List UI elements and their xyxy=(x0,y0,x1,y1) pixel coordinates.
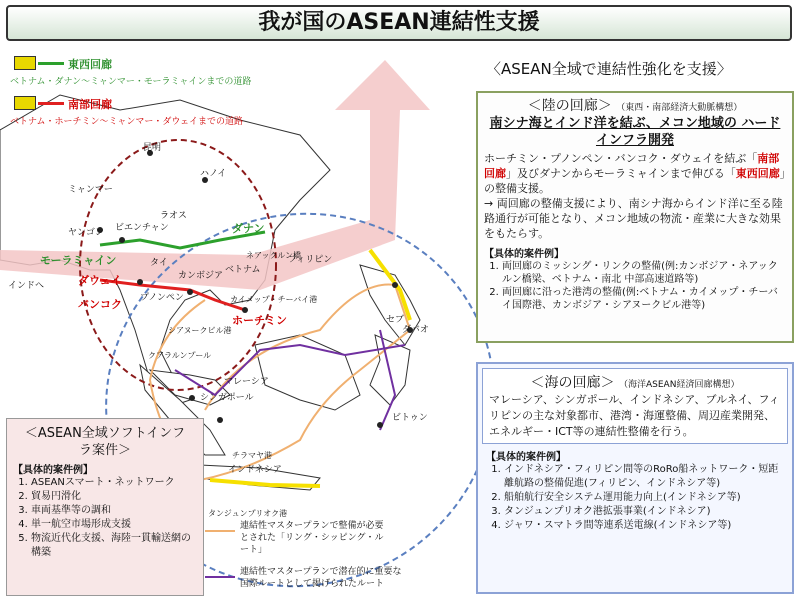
soft-cases-list xyxy=(13,476,197,560)
soft-cases-heading: 【具体的案件例】 xyxy=(13,465,93,476)
orange-route-legend: 連結性マスタープランで整備が必要とされた「リング・シッピング・ルート」 xyxy=(240,521,384,555)
purple-route-swatch xyxy=(205,576,235,578)
land-body-east: 東西回廊 xyxy=(735,167,780,180)
map-label-hanoi: ハノイ xyxy=(200,169,227,179)
map-label-bitung: ビトゥン xyxy=(392,413,428,423)
land-cases-heading: 【具体的案件例】 xyxy=(484,249,564,260)
map-label-singapore: シンガポール xyxy=(200,393,254,403)
orange-route-swatch xyxy=(205,530,235,532)
map-label-vietnam: ベトナム xyxy=(225,265,261,275)
map-label-danang: ダナン xyxy=(232,222,265,235)
list-item: 2. 船舶航行安全システム運用能力向上(インドネシア等) xyxy=(504,491,784,505)
sea-body: マレーシア、シンガポール、インドネシア、ブルネイ、フィリピンの主な対象都市、港湾・海運整備、周辺産業開発、エネルギー・ICT等の連結性整備を行う。 xyxy=(489,393,780,438)
map-label-cebu: セブ xyxy=(386,315,405,325)
map-label-davao: ダバオ xyxy=(402,325,429,335)
map-label-hochiminh: ホーチミン xyxy=(232,314,287,327)
map-label-malaysia: マレーシア xyxy=(224,377,269,387)
list-item: 2. 貿易円滑化 xyxy=(31,490,197,504)
list-item: 3. 車両基準等の調和 xyxy=(31,504,197,518)
east-west-legend-route: ベトナム・ダナン～ミャンマー・モーラミャインまでの道路 xyxy=(10,77,252,87)
map-label-thailand: タイ xyxy=(150,258,168,268)
map-label-mawlamyine: モーラミャイン xyxy=(40,254,117,267)
sea-cases-list xyxy=(486,463,784,533)
truck-icon xyxy=(14,56,36,70)
map-label-sihanoukville: シアヌークビル港 xyxy=(168,326,232,335)
purple-route-legend: 連結性マスタープランで潜在的に重要な国際ルートとして掲げられたルート xyxy=(240,567,402,589)
land-corridor-box xyxy=(476,91,794,343)
land-heading: ＜陸の回廊＞ xyxy=(527,98,612,114)
land-subtitle: 南シナ海とインド洋を結ぶ、メコン地域の ハードインフラ開発 xyxy=(489,116,781,148)
land-body-1 xyxy=(484,151,786,196)
land-body-1a: ホーチミン・プノンペン・バンコク・ダウェイを結ぶ「 xyxy=(484,152,758,165)
list-item: 4. 単一航空市場形成支援 xyxy=(31,518,197,532)
map-label-neakluong: ネアックルン橋 xyxy=(246,251,301,260)
map-label-myanmar: ミャンマー xyxy=(68,185,113,195)
list-item: 2. 両回廊に沿った港湾の整備(例:ベトナム・カイメップ・チーバイ国際港、カンボジア・シアヌークビル港等) xyxy=(502,286,786,312)
south-swatch xyxy=(38,102,64,105)
list-item: 1. 両回廊のミッシング・リンクの整備(例:カンボジア・ネアックルン橋梁、ベトナム・南北 中部高速道路等) xyxy=(502,260,786,286)
south-legend-route: ベトナム・ホーチミン～ミャンマー・ダウェイまでの道路 xyxy=(10,117,244,127)
land-body-south: 南部回廊 xyxy=(484,152,780,180)
east-west-swatch xyxy=(38,62,64,65)
map-label-caimep: カイメップ・チーバイ港 xyxy=(230,295,318,304)
south-legend-label: 南部回廊 xyxy=(68,98,112,111)
map-label-yangon: ヤンゴン xyxy=(68,228,104,238)
list-item: 1. ASEANスマート・ネットワーク xyxy=(31,476,197,490)
map-label-india: インドへ xyxy=(8,281,45,291)
map-label-indonesia: インドネシア xyxy=(228,465,282,475)
list-item: 5. 物流近代化支援、海陸一貫輸送網の構築 xyxy=(31,532,197,560)
map-label-cambodia: カンボジア xyxy=(178,271,224,281)
page-title: 我が国のASEAN連結性支援 xyxy=(6,5,792,41)
land-body-1b: 」及びダナンからモーラミャインまで伸びる「 xyxy=(506,167,736,180)
truck-icon xyxy=(14,96,36,110)
map-label-bangkok: バンコク xyxy=(78,298,122,311)
map-label-dawei: ダウェイ xyxy=(78,274,122,287)
soft-heading: ＜ASEAN全域ソフトインフラ案件＞ xyxy=(24,426,186,458)
map-label-philippines: フィリピン xyxy=(288,255,333,265)
list-item: 1. インドネシア・フィリピン間等のRoRo船ネットワーク・短距離航路の整備促進(フィリピン、インドネシア等) xyxy=(504,463,784,491)
map-label-patimban: チラマヤ港 xyxy=(232,451,272,460)
subheading: 〈ASEAN全域で連結性強化を支援〉 xyxy=(486,60,732,78)
land-cases-list xyxy=(484,260,786,312)
map-label-kualalumpur: クアラルンプール xyxy=(148,351,212,360)
map-label-vientiane: ビエンチャン xyxy=(115,223,169,233)
land-body-2: → 両回廊の整備支援により、南シナ海からインド洋に至る陸路通行が可能となり、メコン地域の物流・産業に大きな効果をもたらす。 xyxy=(484,197,783,240)
soft-infra-box xyxy=(6,418,204,596)
list-item: 3. タンジュンプリオク港拡張事業(インドネシア) xyxy=(504,505,784,519)
map-label-laos: ラオス xyxy=(160,211,187,221)
sea-cases-heading: 【具体的案件例】 xyxy=(486,452,566,463)
land-heading-note: （東西・南部経済大動脈構想） xyxy=(616,103,743,113)
list-item: 4. ジャワ・スマトラ間等連系送電線(インドネシア等) xyxy=(504,519,784,533)
east-west-legend-label: 東西回廊 xyxy=(68,58,112,71)
sea-corridor-box xyxy=(476,362,794,594)
land-body-1c: 」の整備支援。 xyxy=(484,167,786,195)
sea-heading-note: （海洋ASEAN経済回廊構想） xyxy=(619,380,740,390)
sea-heading: ＜海の回廊＞ xyxy=(530,375,615,391)
map-label-phnompenh: プノンペン xyxy=(140,293,184,303)
map-label-kunming: 昆明 xyxy=(143,143,162,153)
map-label-tanjung: タンジュンプリオク港 xyxy=(208,509,288,518)
